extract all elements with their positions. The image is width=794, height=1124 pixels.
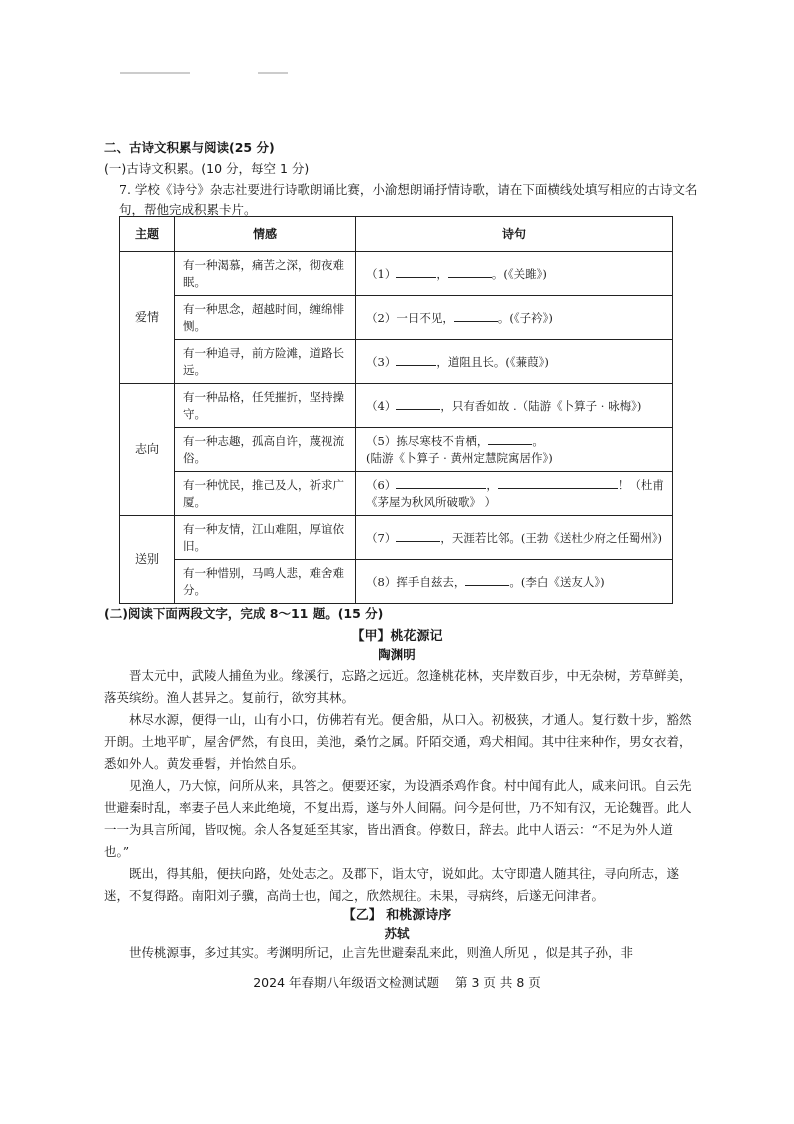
table-row	[120, 560, 673, 604]
header-theme: 主题	[120, 217, 175, 252]
feeling-cell: 有一种思念，超越时间，缠绵悱恻。	[175, 296, 356, 340]
accumulation-card-table	[119, 216, 673, 604]
verse-tail: 。(《关雎》)	[491, 266, 547, 281]
theme-cell: 志向	[120, 384, 175, 516]
passage-a-author: 陶渊明	[378, 647, 416, 662]
table-row	[120, 296, 673, 340]
passage-a-title: 【甲】桃花源记	[351, 629, 443, 644]
verse-cell	[356, 472, 673, 516]
passage-b-body	[104, 942, 692, 964]
passage-b-author: 苏轼	[384, 926, 410, 941]
header-feeling: 情感	[175, 217, 356, 252]
scan-mark	[120, 72, 190, 74]
verse-number: （1）	[366, 266, 397, 281]
paragraph: 既出，得其船，便扶向路，处处志之。及郡下，诣太守，说如此。太守即遣人随其往，寻向所志，遂迷，不复得路。南阳刘子骥，高尚士也，闻之，欣然规往。未果，寻病终，后遂无问津者。	[104, 866, 680, 903]
table-header-row	[120, 217, 673, 252]
table-row	[120, 252, 673, 296]
theme-cell: 送别	[120, 516, 175, 604]
answer-blank[interactable]	[465, 573, 509, 586]
verse-tail: ，天涯若比邻。(王勃《送杜少府之任蜀州》)	[440, 530, 663, 545]
feeling-cell: 有一种品格，任凭摧折，坚持操守。	[175, 384, 356, 428]
answer-blank[interactable]	[396, 529, 440, 542]
feeling-cell: 有一种追寻，前方险滩，道路长远。	[175, 340, 356, 384]
verse-tail: ，只有香如故 .（陆游《卜算子 · 咏梅》)	[440, 398, 642, 413]
verse-mid: ，	[486, 478, 498, 492]
feeling-cell: 有一种渴慕，痛苦之深，彻夜难眠。	[175, 252, 356, 296]
passage-a-body	[104, 665, 692, 907]
feeling-cell: 有一种忧民，推己及人，祈求广厦。	[175, 472, 356, 516]
verse-tail: 。(李白《送友人》)	[509, 574, 605, 589]
verse-mid: ，	[436, 266, 448, 281]
verse-number: （3）	[366, 354, 397, 369]
answer-blank[interactable]	[396, 353, 436, 366]
verse-cell	[356, 516, 673, 560]
page-footer	[0, 973, 794, 991]
answer-blank[interactable]	[396, 397, 440, 410]
answer-blank[interactable]	[396, 265, 436, 278]
paragraph: 见渔人，乃大惊，问所从来，具答之。便要还家，为设酒杀鸡作食。村中闻有此人，咸来问讯。自云先世避秦时乱，率妻子邑人来此绝境，不复出焉，遂与外人间隔。问今是何世，乃不知有汉，无论魏晋。此人一一为具言所闻，皆叹惋。余人各复延至其家，皆出酒食。停数日，辞去。此中人语云：“不足为外人道也。”	[104, 778, 692, 859]
part2-title: (二)阅读下面两段文字，完成 8～11 题。(15 分)	[104, 606, 384, 621]
feeling-cell: 有一种友情，江山难阻，厚谊依旧。	[175, 516, 356, 560]
passage-b-title: 【乙】 和桃源诗序	[342, 908, 452, 923]
table-row	[120, 428, 673, 472]
feeling-cell: 有一种惜别，马鸣人悲，难舍难分。	[175, 560, 356, 604]
part1-title: (一)古诗文积累。(10 分，每空 1 分)	[104, 161, 310, 176]
table-row	[120, 384, 673, 428]
verse-number: （4）	[366, 398, 397, 413]
paragraph: 世传桃源事，多过其实。考渊明所记，止言先世避秦乱来此，则渔人所见 ，似是其子孙，非	[129, 945, 633, 960]
verse-tail: ，道阻且长。(《蒹葭》)	[436, 354, 549, 369]
verse-tail: 。(《子衿》)	[497, 310, 553, 325]
verse-source: (陆游《卜算子 · 黄州定慧院寓居作》)	[366, 451, 553, 465]
verse-number: （2）一日不见，	[366, 310, 454, 325]
answer-blank[interactable]	[396, 476, 486, 489]
question-7: 7. 学校《诗兮》杂志社要进行诗歌朗诵比赛，小渝想朗诵抒情诗歌，请在下面横线处填写相应的古诗文名句，帮他完成积累卡片。	[119, 182, 698, 217]
verse-cell	[356, 560, 673, 604]
table-row	[120, 472, 673, 516]
scan-mark	[258, 72, 288, 74]
verse-number: （7）	[366, 530, 397, 545]
table-row	[120, 516, 673, 560]
paragraph: 林尽水源，便得一山，山有小口，仿佛若有光。便舍船，从口入。初极狭，才通人。复行数十步，豁然开朗。土地平旷，屋舍俨然，有良田，美池，桑竹之属。阡陌交通，鸡犬相闻。其中往来种作，男女衣着，悉如外人。黄发垂髫，并怡然自乐。	[104, 712, 692, 771]
exam-name: 2024 年春期八年级语文检测试题	[253, 975, 440, 990]
verse-cell	[356, 428, 673, 472]
table-row	[120, 340, 673, 384]
theme-cell: 爱情	[120, 252, 175, 384]
verse-cell	[356, 384, 673, 428]
answer-blank[interactable]	[454, 309, 498, 322]
paragraph: 晋太元中，武陵人捕鱼为业。缘溪行，忘路之远近。忽逢桃花林，夹岸数百步，中无杂树，芳草鲜美，落英缤纷。渔人甚异之。复前行，欲穷其林。	[104, 668, 692, 705]
answer-blank[interactable]	[488, 432, 532, 445]
verse-number: （6）	[366, 478, 397, 492]
verse-tail: ！（杜甫 《茅屋为秋风所破歌》 ）	[366, 478, 664, 509]
verse-cell	[356, 296, 673, 340]
verse-number: （5）拣尽寒枝不肯栖，	[366, 434, 489, 448]
answer-blank[interactable]	[448, 265, 492, 278]
verse-cell	[356, 340, 673, 384]
verse-cell	[356, 252, 673, 296]
verse-tail: 。	[532, 434, 544, 448]
header-verse: 诗句	[356, 217, 673, 252]
verse-number: （8）挥手自兹去，	[366, 574, 466, 589]
answer-blank[interactable]	[498, 476, 618, 489]
page-number: 第 3 页 共 8 页	[455, 975, 541, 990]
section-title: 二、古诗文积累与阅读(25 分)	[104, 140, 275, 155]
feeling-cell: 有一种志趣，孤高自许，蔑视流俗。	[175, 428, 356, 472]
